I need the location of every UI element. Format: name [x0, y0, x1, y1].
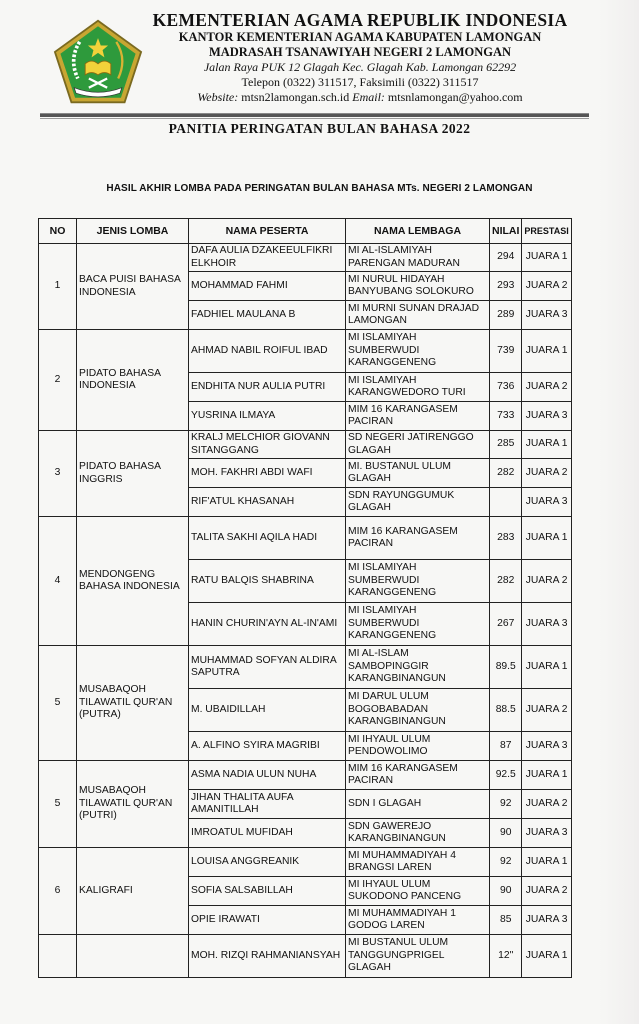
cell-nama-peserta: MOH. FAKHRI ABDI WAFI	[189, 459, 346, 488]
cell-nama-peserta: MUHAMMAD SOFYAN ALDIRA SAPUTRA	[189, 646, 346, 689]
letterhead-text	[150, 10, 570, 105]
cell-prestasi: JUARA 3	[522, 732, 571, 761]
cell-prestasi: JUARA 2	[522, 272, 571, 301]
cell-nama-lembaga: MI DARUL ULUM BOGOBABADAN KARANGBINANGUN	[346, 689, 490, 732]
cell-nilai: 285	[490, 431, 522, 459]
website-label: Website:	[197, 90, 239, 104]
header-nilai: NILAI	[490, 219, 522, 244]
cell-nilai: 736	[490, 373, 522, 402]
cell-nama-lembaga: SDN RAYUNGGUMUK GLAGAH	[346, 488, 490, 517]
cell-nilai: 733	[490, 402, 522, 431]
cell-nilai: 293	[490, 272, 522, 301]
cell-nama-lembaga: MI. BUSTANUL ULUM GLAGAH	[346, 459, 490, 488]
cell-prestasi: JUARA 1	[522, 646, 571, 689]
table-row	[39, 330, 572, 373]
cell-nilai: 89.5	[490, 646, 522, 689]
cell-prestasi: JUARA 2	[522, 689, 571, 732]
cell-nama-peserta: IMROATUL MUFIDAH	[189, 819, 346, 848]
cell-no: 1	[39, 244, 77, 330]
cell-nama-lembaga: MI ISLAMIYAH SUMBERWUDI KARANGGENENG	[346, 560, 490, 603]
cell-nilai: 289	[490, 301, 522, 330]
table-row	[39, 848, 572, 877]
cell-jenis-lomba: MUSABAQOH TILAWATIL QUR'AN (PUTRA)	[77, 646, 189, 761]
cell-nilai: 85	[490, 906, 522, 935]
cell-nama-lembaga: MIM 16 KARANGASEM PACIRAN	[346, 761, 490, 790]
page-edge-shadow	[599, 0, 639, 1024]
cell-nilai: 92.5	[490, 761, 522, 790]
cell-nilai: 92	[490, 790, 522, 819]
cell-nilai: 267	[490, 603, 522, 646]
cell-prestasi: JUARA 3	[522, 301, 571, 330]
cell-jenis-lomba: MENDONGENG BAHASA INDONESIA	[77, 517, 189, 646]
results-body	[39, 244, 572, 978]
cell-nilai: 92	[490, 848, 522, 877]
cell-nama-lembaga: MI ISLAMIYAH SUMBERWUDI KARANGGENENG	[346, 603, 490, 646]
header-prestasi: PRESTASI	[522, 219, 571, 244]
cell-prestasi: JUARA 2	[522, 790, 571, 819]
cell-prestasi: JUARA 1	[522, 848, 571, 877]
cell-nama-lembaga: SD NEGERI JATIRENGGO GLAGAH	[346, 431, 490, 459]
cell-prestasi: JUARA 2	[522, 459, 571, 488]
email-link[interactable]: mtsnlamongan@yahoo.com	[387, 90, 523, 104]
cell-nilai: 12"	[490, 935, 522, 978]
cell-jenis-lomba	[77, 935, 189, 978]
cell-jenis-lomba: MUSABAQOH TILAWATIL QUR'AN (PUTRI)	[77, 761, 189, 848]
cell-nama-lembaga: MI MURNI SUNAN DRAJAD LAMONGAN	[346, 301, 490, 330]
cell-nama-lembaga: SDN GAWEREJO KARANGBINANGUN	[346, 819, 490, 848]
cell-nama-peserta: FADHIEL MAULANA B	[189, 301, 346, 330]
cell-nilai: 90	[490, 819, 522, 848]
cell-prestasi: JUARA 1	[522, 244, 571, 272]
cell-nilai: 294	[490, 244, 522, 272]
cell-nilai: 283	[490, 517, 522, 560]
cell-prestasi: JUARA 2	[522, 560, 571, 603]
cell-nama-lembaga: MIM 16 KARANGASEM PACIRAN	[346, 402, 490, 431]
cell-nilai: 88.5	[490, 689, 522, 732]
cell-nilai: 87	[490, 732, 522, 761]
cell-nama-peserta: ENDHITA NUR AULIA PUTRI	[189, 373, 346, 402]
cell-nama-peserta: JIHAN THALITA AUFA AMANITILLAH	[189, 790, 346, 819]
website-link[interactable]: mtsn2lamongan.sch.id	[241, 90, 350, 104]
cell-nama-peserta: OPIE IRAWATI	[189, 906, 346, 935]
cell-nilai: 739	[490, 330, 522, 373]
letterhead	[0, 0, 639, 115]
cell-prestasi: JUARA 1	[522, 761, 571, 790]
cell-prestasi: JUARA 2	[522, 373, 571, 402]
cell-nama-lembaga: MI IHYAUL ULUM SUKODONO PANCENG	[346, 877, 490, 906]
cell-prestasi: JUARA 1	[522, 330, 571, 373]
cell-nama-lembaga: MI ISLAMIYAH KARANGWEDORO TURI	[346, 373, 490, 402]
cell-nama-lembaga: SDN I GLAGAH	[346, 790, 490, 819]
cell-prestasi: JUARA 3	[522, 402, 571, 431]
cell-no: 4	[39, 517, 77, 646]
cell-nilai: 282	[490, 459, 522, 488]
cell-jenis-lomba: KALIGRAFI	[77, 848, 189, 935]
cell-prestasi: JUARA 1	[522, 517, 571, 560]
cell-nama-peserta: LOUISA ANGGREANIK	[189, 848, 346, 877]
table-header-row	[39, 219, 572, 244]
school-name: MADRASAH TSANAWIYAH NEGERI 2 LAMONGAN	[208, 45, 512, 59]
table-row	[39, 935, 572, 978]
email-label: Email:	[352, 90, 385, 104]
kemenag-emblem-icon	[52, 18, 144, 106]
table-row	[39, 646, 572, 689]
letterhead-divider-thin	[40, 118, 589, 119]
header-nama-lembaga: NAMA LEMBAGA	[346, 219, 490, 244]
cell-prestasi: JUARA 1	[522, 935, 571, 978]
cell-prestasi: JUARA 2	[522, 877, 571, 906]
cell-nama-lembaga: MI IHYAUL ULUM PENDOWOLIMO	[346, 732, 490, 761]
cell-nama-peserta: SOFIA SALSABILLAH	[189, 877, 346, 906]
cell-nilai: 282	[490, 560, 522, 603]
cell-nama-peserta: RATU BALQIS SHABRINA	[189, 560, 346, 603]
cell-nama-lembaga: MI ISLAMIYAH SUMBERWUDI KARANGGENENG	[346, 330, 490, 373]
cell-no: 5	[39, 646, 77, 761]
committee-title: PANITIA PERINGATAN BULAN BAHASA 2022	[168, 121, 471, 136]
cell-nama-peserta: KRALJ MELCHIOR GIOVANN SITANGGANG	[189, 431, 346, 459]
cell-nama-lembaga: MI NURUL HIDAYAH BANYUBANG SOLOKURO	[346, 272, 490, 301]
cell-nama-peserta: RIF'ATUL KHASANAH	[189, 488, 346, 517]
cell-nama-peserta: HANIN CHURIN'AYN AL-IN'AMI	[189, 603, 346, 646]
cell-jenis-lomba: PIDATO BAHASA INDONESIA	[77, 330, 189, 431]
office-name: KANTOR KEMENTERIAN AGAMA KABUPATEN LAMONGAN	[178, 30, 542, 44]
cell-nilai: 90	[490, 877, 522, 906]
cell-nama-lembaga: MI MUHAMMADIYAH 4 BRANGSI LAREN	[346, 848, 490, 877]
cell-nama-peserta: TALITA SAKHI AQILA HADI	[189, 517, 346, 560]
phone-fax: Telepon (0322) 311517, Faksimili (0322) 311517	[241, 75, 479, 89]
cell-no	[39, 935, 77, 978]
address: Jalan Raya PUK 12 Glagah Kec. Glagah Kab. Lamongan 62292	[203, 60, 517, 74]
header-no: NO	[39, 219, 77, 244]
cell-no: 2	[39, 330, 77, 431]
cell-nama-lembaga: MIM 16 KARANGASEM PACIRAN	[346, 517, 490, 560]
document-title: HASIL AKHIR LOMBA PADA PERINGATAN BULAN BAHASA MTs. NEGERI 2 LAMONGAN	[106, 183, 533, 194]
cell-nama-peserta: MOHAMMAD FAHMI	[189, 272, 346, 301]
ministry-name: KEMENTERIAN AGAMA REPUBLIK INDONESIA	[152, 10, 568, 30]
cell-nama-peserta: YUSRINA ILMAYA	[189, 402, 346, 431]
cell-no: 5	[39, 761, 77, 848]
cell-nama-lembaga: MI BUSTANUL ULUM TANGGUNGPRIGEL GLAGAH	[346, 935, 490, 978]
cell-prestasi: JUARA 3	[522, 819, 571, 848]
cell-nama-peserta: AHMAD NABIL ROIFUL IBAD	[189, 330, 346, 373]
cell-nilai	[490, 488, 522, 517]
cell-nama-lembaga: MI MUHAMMADIYAH 1 GODOG LAREN	[346, 906, 490, 935]
letterhead-divider	[40, 113, 589, 117]
table-row	[39, 517, 572, 560]
cell-jenis-lomba: BACA PUISI BAHASA INDONESIA	[77, 244, 189, 330]
table-row	[39, 244, 572, 272]
cell-prestasi: JUARA 3	[522, 488, 571, 517]
header-nama-peserta: NAMA PESERTA	[189, 219, 346, 244]
contact-line	[150, 90, 570, 105]
header-jenis-lomba: JENIS LOMBA	[77, 219, 189, 244]
cell-no: 6	[39, 848, 77, 935]
cell-nama-peserta: ASMA NADIA ULUN NUHA	[189, 761, 346, 790]
cell-nama-peserta: A. ALFINO SYIRA MAGRIBI	[189, 732, 346, 761]
cell-no: 3	[39, 431, 77, 517]
cell-jenis-lomba: PIDATO BAHASA INGGRIS	[77, 431, 189, 517]
cell-nama-peserta: DAFA AULIA DZAKEEULFIKRI ELKHOIR	[189, 244, 346, 272]
cell-nama-lembaga: MI AL-ISLAMIYAH PARENGAN MADURAN	[346, 244, 490, 272]
table-row	[39, 431, 572, 459]
cell-nama-peserta: M. UBAIDILLAH	[189, 689, 346, 732]
cell-nama-peserta: MOH. RIZQI RAHMANIANSYAH	[189, 935, 346, 978]
cell-prestasi: JUARA 1	[522, 431, 571, 459]
cell-prestasi: JUARA 3	[522, 906, 571, 935]
table-row	[39, 761, 572, 790]
results-table	[38, 218, 572, 978]
cell-nama-lembaga: MI AL-ISLAM SAMBOPINGGIR KARANGBINANGUN	[346, 646, 490, 689]
cell-prestasi: JUARA 3	[522, 603, 571, 646]
